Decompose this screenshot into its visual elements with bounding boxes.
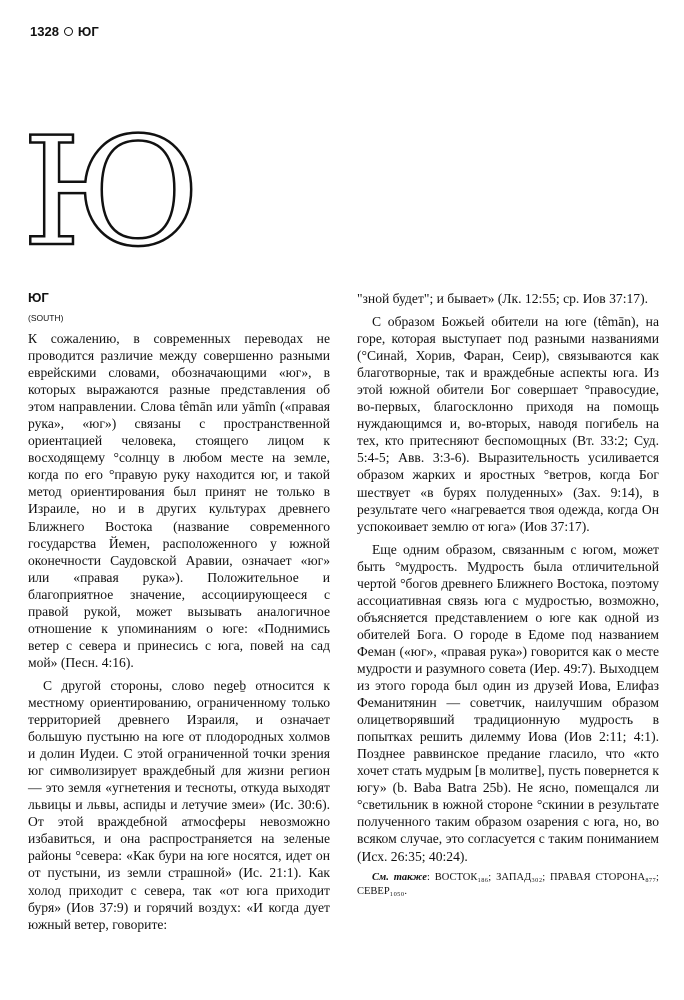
page-number: 1328 [30,24,59,39]
see-also [357,871,659,899]
section-initial-letter: Ю [22,106,204,280]
see-also-links: : ВОСТОК₁₈₆; ЗАПАД₃₀₂; ПРАВАЯ СТОРОНА₈₇₇; СЕВЕР₁₀₅₀. [357,871,659,897]
running-header [30,24,99,39]
entry-subtitle: (SOUTH) [28,313,64,323]
right-column [357,290,659,899]
section-title: ЮГ [77,24,99,39]
paragraph: С другой стороны, слово negeḇ относится к местному ориентированию, ограниченному только территорией древнего Израиля, и означает большую пустыню на юге от плодородных холмов и долин Иудеи. С этой ограниченной точки зрения юг символизирует враждебный для жизни регион — это земля «угнетения и тесноты, откуда выходят львицы и львы, аспиды и летучие змеи» (Ис. 30:6). От этой враждебной атмосферы невозможно избавиться, и она распространяется на зеленые районы °севера: «Как бури на юге носятся, идет он от пустыни, из земли страшной» (Ис. 21:1). Как холод приходит с севера, так «от юга приходит буря» (Иов 37:9) и горячий воздух: «И когда дует южный ветер, говорите: [28,677,330,932]
paragraph: Еще одним образом, связанным с югом, может быть °мудрость. Мудрость была отличительной чертой °богов древнего Ближнего Востока, поэтому ассоциативная связь юга с мудростью, возможно, объясняется представлением о юге как одной из обителей Бога. О городе в Едоме под названием Феман («юг», «правая рука») говорится как о месте мудрости и разумного совета (Иер. 49:7). Выходцем из этого города был один из друзей Иова, Елифаз Феманитянин — советчик, наилучшим образом олицетворявший традиционную мудрость в попытках решить дилемму Иова (Иов 2:11; 4:1). Позднее раввинское предание гласило, что «кто хочет стать мудрым [в молитве], пусть повернется к югу» (b. Baba Batra 25b). Не ясно, помещался ли °светильник в южной стороне °скинии в результате полученного таким образом озарения с юга, но, во всяком случае, это согласуется с таким пониманием (Исх. 26:35; 40:24). [357,541,659,864]
see-also-label: См. также [372,871,427,883]
paragraph: К сожалению, в современных переводах не проводится различие между совершенно разными еврейскими словами, обозначающими «юг», в которых выражаются разные представления об этом направлении. Слова têmān или yāmîn («правая рука», «юг») связаны с пространственной ориентацией человека, стоящего лицом к восходящему °солнцу в любом месте на земле, когда по его °правую руку находится юг, и такой метод ориентирования был принят не только в Израиле, но и в других культурах древнего Ближнего Востока (название современного государства Йемен, расположенного у южной оконечности Саудовской Аравии, означает «юг» или «правая рука»). Положительное и благоприятное значение, ассоциирующееся с правой рукой, может вызывать аналогичное отношение к упоминаниям о юге: «Поднимись ветер с севера и принесись с юга, повей на сад мой» (Песн. 4:16). [28,331,330,670]
left-column [28,290,330,933]
entry-title: ЮГ [28,290,49,305]
paragraph: "зной будет"; и бывает» (Лк. 12:55; ср. Иов 37:17). [357,291,649,306]
paragraph: С образом Божьей обители на юге (têmān), на горе, которая выступает под разными названиями (°Синай, Хорив, Фаран, Сеир), связываются как благотворные, так и враждебные аспекты юга. Из этой южной обители Бог совершает °правосудие, во-первых, благосклонно приходя на помощь нуждающимся и, во-вторых, наводя погибель на тех, кто притесняют беспомощных (Вт. 33:2; Суд. 5:4-5; Авв. 3:3-6). Выразительность усиливается образом жарких и яростных °ветров, когда Бог шествует «в бурях полуденных» (Зах. 9:14), в результате чего «нагревается твоя одежда, когда Он успокоивает землю от юга» (Иов 37:17). [357,314,659,534]
circle-icon [64,27,73,36]
